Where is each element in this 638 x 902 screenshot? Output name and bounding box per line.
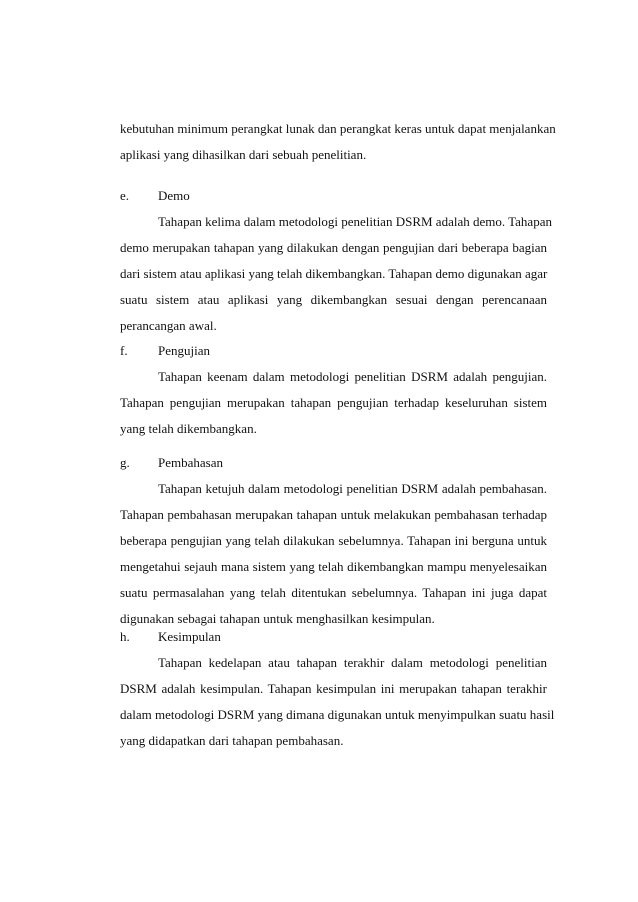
paragraph-line: perancangan awal. (120, 318, 217, 333)
paragraph-line: yang telah dikembangkan. (120, 421, 257, 436)
paragraph-line: Tahapan ketujuh dalam metodologi penelitian DSRM adalah pembahasan. (158, 481, 547, 496)
section-heading (120, 338, 547, 364)
section-pengujian (120, 338, 547, 442)
section-marker: e. (120, 188, 130, 203)
paragraph-line: beberapa pengujian yang telah dilakukan sebelumnya. Tahapan ini berguna untuk (120, 533, 547, 548)
section-heading (120, 183, 547, 209)
section-marker: f. (120, 343, 128, 358)
paragraph-line: dalam metodologi DSRM yang dimana digunakan untuk menyimpulkan suatu hasil (120, 707, 555, 722)
intro-paragraph (120, 116, 556, 168)
section-title: Demo (158, 188, 190, 203)
paragraph-line: yang didapatkan dari tahapan pembahasan. (120, 733, 344, 748)
section-pembahasan (120, 450, 547, 632)
paragraph-line: mengetahui sejauh mana sistem yang telah dikembangkan mampu menyelesaikan (120, 559, 547, 574)
paragraph-line: Tahapan pengujian merupakan tahapan pengujian terhadap keseluruhan sistem (120, 395, 547, 410)
paragraph-line: Tahapan pembahasan merupakan tahapan untuk melakukan pembahasan terhadap (120, 507, 547, 522)
paragraph-line: dari sistem atau aplikasi yang telah dikembangkan. Tahapan demo digunakan agar (120, 266, 548, 281)
section-title: Kesimpulan (158, 629, 221, 644)
paragraph-line: suatu sistem atau aplikasi yang dikembangkan sesuai dengan perencanaan (120, 292, 547, 307)
section-marker: h. (120, 629, 130, 644)
section-kesimpulan (120, 624, 555, 754)
section-demo (120, 183, 552, 339)
section-heading (120, 450, 547, 476)
section-title: Pembahasan (158, 455, 223, 470)
paragraph-line: kebutuhan minimum perangkat lunak dan perangkat keras untuk dapat menjalankan (120, 121, 556, 136)
paragraph-line: suatu permasalahan yang telah ditentukan sebelumnya. Tahapan ini juga dapat (120, 585, 547, 600)
section-heading (120, 624, 547, 650)
paragraph-line: Tahapan kelima dalam metodologi penelitian DSRM adalah demo. Tahapan (158, 214, 552, 229)
paragraph-line: digunakan sebagai tahapan untuk menghasilkan kesimpulan. (120, 611, 435, 626)
paragraph-line: Tahapan keenam dalam metodologi penelitian DSRM adalah pengujian. (158, 369, 547, 384)
paragraph-line: aplikasi yang dihasilkan dari sebuah penelitian. (120, 147, 367, 162)
section-title: Pengujian (158, 343, 210, 358)
paragraph-line: demo merupakan tahapan yang dilakukan dengan pengujian dari beberapa bagian (120, 240, 547, 255)
paragraph-line: Tahapan kedelapan atau tahapan terakhir dalam metodologi penelitian (158, 655, 547, 670)
paragraph-line: DSRM adalah kesimpulan. Tahapan kesimpulan ini merupakan tahapan terakhir (120, 681, 547, 696)
section-marker: g. (120, 455, 130, 470)
